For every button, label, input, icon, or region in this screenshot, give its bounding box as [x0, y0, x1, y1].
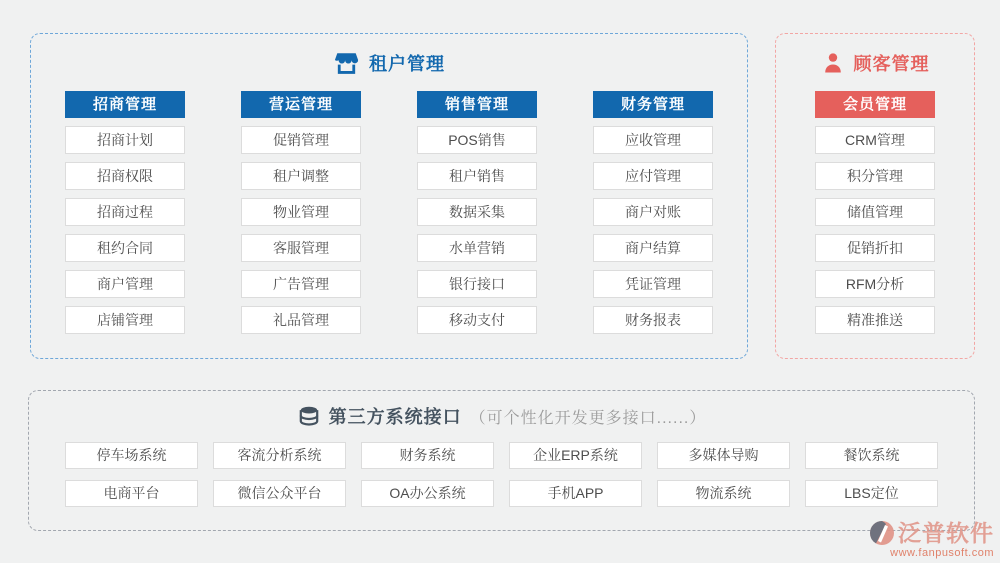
- module-item: POS销售: [417, 126, 537, 154]
- tenant-column-investment: [65, 91, 185, 334]
- interface-item: 微信公众平台: [213, 480, 346, 507]
- tenant-management-panel: [30, 33, 748, 359]
- module-item: 商户管理: [65, 270, 185, 298]
- module-header: 销售管理: [417, 91, 537, 118]
- module-item: 凭证管理: [593, 270, 713, 298]
- person-icon: [821, 51, 845, 75]
- module-item: 广告管理: [241, 270, 361, 298]
- module-item: 数据采集: [417, 198, 537, 226]
- thirdparty-grid: [29, 442, 974, 507]
- module-item: 客服管理: [241, 234, 361, 262]
- module-item: 商户对账: [593, 198, 713, 226]
- module-item: 商户结算: [593, 234, 713, 262]
- module-item: 促销折扣: [815, 234, 935, 262]
- storefront-icon: [333, 50, 360, 76]
- module-item: 水单营销: [417, 234, 537, 262]
- module-item: 招商计划: [65, 126, 185, 154]
- interface-item: 手机APP: [509, 480, 642, 507]
- interface-item: 客流分析系统: [213, 442, 346, 469]
- module-header: 财务管理: [593, 91, 713, 118]
- module-item: 移动支付: [417, 306, 537, 334]
- thirdparty-panel-title-label: 第三方系统接口: [328, 407, 462, 427]
- module-item: CRM管理: [815, 126, 935, 154]
- module-item: 招商过程: [65, 198, 185, 226]
- customer-columns: [776, 91, 974, 334]
- watermark-name: 泛普软件: [898, 519, 994, 546]
- tenant-panel-title: [31, 34, 747, 76]
- customer-panel-title: [776, 34, 974, 76]
- module-item: 租约合同: [65, 234, 185, 262]
- module-item: 招商权限: [65, 162, 185, 190]
- interface-item: 多媒体导购: [657, 442, 790, 469]
- module-header: 招商管理: [65, 91, 185, 118]
- customer-panel-title-label: 顾客管理: [853, 54, 930, 74]
- interface-item: 停车场系统: [65, 442, 198, 469]
- module-item: 物业管理: [241, 198, 361, 226]
- interface-item: OA办公系统: [361, 480, 494, 507]
- module-item: 积分管理: [815, 162, 935, 190]
- module-item: 店铺管理: [65, 306, 185, 334]
- customer-column-member: [815, 91, 935, 334]
- thirdparty-interface-panel: [28, 390, 975, 531]
- tenant-column-operations: [241, 91, 361, 334]
- tenant-column-finance: [593, 91, 713, 334]
- module-item: 租户调整: [241, 162, 361, 190]
- interface-item: 财务系统: [361, 442, 494, 469]
- interface-item: LBS定位: [805, 480, 938, 507]
- module-item: 促销管理: [241, 126, 361, 154]
- tenant-columns: [31, 91, 747, 334]
- module-item: 应付管理: [593, 162, 713, 190]
- interface-item: 餐饮系统: [805, 442, 938, 469]
- tenant-panel-title-label: 租户管理: [369, 54, 445, 74]
- module-item: 精准推送: [815, 306, 935, 334]
- module-item: 租户销售: [417, 162, 537, 190]
- module-header: 营运管理: [241, 91, 361, 118]
- watermark-url: www.fanpusoft.com: [890, 547, 994, 559]
- tenant-column-sales: [417, 91, 537, 334]
- fanpu-logo-icon: [869, 520, 895, 546]
- thirdparty-panel-subtitle: （可个性化开发更多接口......）: [469, 409, 707, 427]
- module-item: 银行接口: [417, 270, 537, 298]
- customer-management-panel: [775, 33, 975, 359]
- interface-item: 电商平台: [65, 480, 198, 507]
- thirdparty-panel-title: [29, 391, 974, 429]
- fanpu-watermark: [869, 520, 994, 559]
- interface-item: 物流系统: [657, 480, 790, 507]
- interface-item: 企业ERP系统: [509, 442, 642, 469]
- module-item: 财务报表: [593, 306, 713, 334]
- module-item: RFM分析: [815, 270, 935, 298]
- module-item: 应收管理: [593, 126, 713, 154]
- module-item: 储值管理: [815, 198, 935, 226]
- module-item: 礼品管理: [241, 306, 361, 334]
- database-icon: [297, 404, 321, 429]
- module-header: 会员管理: [815, 91, 935, 118]
